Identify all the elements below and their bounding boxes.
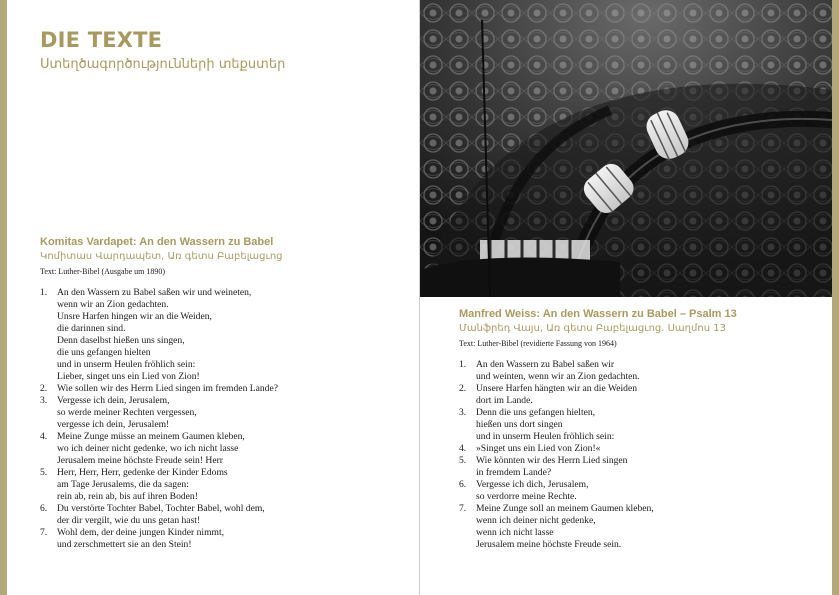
- verse-item: [459, 407, 829, 443]
- verse-text: Wie sollen wir des Herrn Lied singen im fremden Lande?: [57, 383, 278, 394]
- verse-text: Denn die uns gefangen hielten, hießen uns dort singen und in unserm Heulen fröhlich sein:: [476, 407, 615, 442]
- piece-title: Manfred Weiss: An den Wassern zu Babel – Psalm 13: [459, 308, 737, 320]
- piece-subtitle-armenian: Մանֆրեդ Վայս, Առ գետս Բաբելացւոց. Սաղմոս 13: [459, 323, 726, 334]
- verse-item: [40, 431, 410, 467]
- verse-text: An den Wassern zu Babel saßen wir und weineten, wenn wir an Zion gedachten. Unsre Harfen hingen wir an die Weiden, die darinnen sind. Denn daselbst hießen uns singen, die uns gefangen hielten und in unserm Heulen fröhlich sein: Lieber, singet uns ein Lied von Zion!: [57, 287, 252, 382]
- verse-number: 4.: [459, 443, 467, 454]
- verse-number: 5.: [40, 467, 48, 478]
- right-page: [420, 0, 832, 595]
- verse-text: »Singet uns ein Lied von Zion!«: [476, 443, 601, 454]
- verse-number: 3.: [459, 407, 467, 418]
- piece-komitas: [40, 236, 410, 551]
- text-source-note: Text: Luther-Bibel (revidierte Fassung von 1964): [459, 339, 617, 348]
- verse-text: Meine Zunge soll an meinem Gaumen kleben, wenn ich deiner nicht gedenke, wenn ich nicht lasse Jerusalem meine höchste Freude sein.: [476, 503, 654, 550]
- verse-number: 2.: [40, 383, 48, 394]
- verse-number: 6.: [459, 479, 467, 490]
- verse-item: [40, 395, 410, 431]
- verse-item: [40, 287, 410, 383]
- verse-text: Du verstörte Tochter Babel, Tochter Babel, wohl dem, der dir vergilt, wie du uns getan hast!: [57, 503, 265, 526]
- verse-number: 2.: [459, 383, 467, 394]
- verse-item: [459, 479, 829, 503]
- verse-text: Wie könnten wir des Herrn Lied singen in fremdem Lande?: [476, 455, 628, 478]
- verse-text: Unsere Harfen hängten wir an die Weiden dort im Lande.: [476, 383, 638, 406]
- verse-text: Wohl dem, der deine jungen Kinder nimmt, und zerschmettert sie an den Stein!: [57, 527, 225, 550]
- page-subtitle-armenian: Ստեղծագործությունների տեքստեր: [40, 57, 286, 72]
- verse-item: [459, 359, 829, 383]
- verse-item: [459, 383, 829, 407]
- verse-item: [40, 527, 410, 551]
- verse-text: Vergesse ich dich, Jerusalem, so verdorre meine Rechte.: [476, 479, 589, 502]
- verse-item: [459, 503, 829, 551]
- piece-weiss: [459, 308, 829, 551]
- verse-text: Vergesse ich dein, Jerusalem, so werde meiner Rechten vergessen, vergesse ich dein, Jerusalem!: [57, 395, 197, 430]
- right-edge-bar: [832, 0, 839, 595]
- verse-number: 3.: [40, 395, 48, 406]
- verse-item: [40, 383, 410, 395]
- verse-number: 4.: [40, 431, 48, 442]
- page-title: DIE TEXTE: [40, 28, 163, 52]
- dome-interior-photo: [420, 0, 832, 297]
- verse-number: 5.: [459, 455, 467, 466]
- text-source-note: Text: Luther-Bibel (Ausgabe um 1890): [40, 267, 166, 276]
- verse-number: 7.: [459, 503, 467, 514]
- piece-title: Komitas Vardapet: An den Wassern zu Babel: [40, 236, 274, 248]
- verse-list: [40, 287, 410, 551]
- verse-text: An den Wassern zu Babel saßen wir und weinten, wenn wir an Zion gedachten.: [476, 359, 640, 382]
- verse-item: [40, 503, 410, 527]
- verse-number: 7.: [40, 527, 48, 538]
- verse-item: [459, 455, 829, 479]
- verse-number: 1.: [40, 287, 48, 298]
- verse-item: [40, 467, 410, 503]
- piece-subtitle-armenian: Կոմիտաս Վարդապետ, Առ գետս Բաբելացւոց: [40, 251, 283, 262]
- verse-number: 6.: [40, 503, 48, 514]
- verse-list: [459, 359, 829, 551]
- left-page: [7, 0, 419, 595]
- verse-text: Herr, Herr, Herr, gedenke der Kinder Edoms am Tage Jerusalems, die da sagen: rein ab, rein ab, bis auf ihren Boden!: [57, 467, 228, 502]
- verse-text: Meine Zunge müsse an meinem Gaumen kleben, wo ich deiner nicht gedenke, wo ich nicht lasse Jerusalem meine höchste Freude sein! Herr: [57, 431, 245, 466]
- verse-number: 1.: [459, 359, 467, 370]
- verse-item: [459, 443, 829, 455]
- left-edge-bar: [0, 0, 7, 595]
